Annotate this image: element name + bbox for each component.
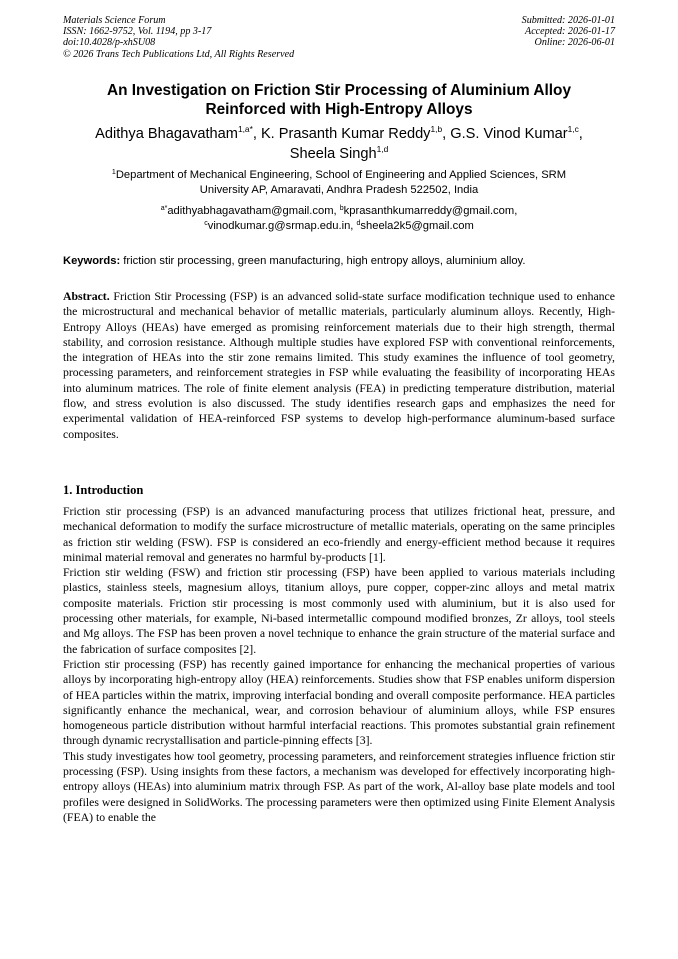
introduction-body <box>63 504 615 825</box>
affiliation-marker: 1 <box>111 169 116 176</box>
online-date: Online: 2026-06-01 <box>534 37 615 49</box>
email-c[interactable]: vinodkumar.g@srmap.edu.in, <box>207 219 357 232</box>
abstract-text: Friction Stir Processing (FSP) is an advanced solid-state surface modification technique used to enhance the microstructural and mechanical behavior of metallic materials, particularly aluminum alloys. Recently, High-Entropy Alloys (HEAs) have emerged as promising reinforcement materials due to their high strength, thermal stability, and corrosion resistance. Although multiple studies have explored FSP with conventional reinforcements, the integration of HEAs into the stir zone remains limited. This study examines the influence of tool geometry, processing parameters, and reinforcement strategies in FSP while evaluating the feasibility of incorporating HEAs into aluminum matrices. The role of finite element analysis (FEA) in predicting temperature distribution, material flow, and stress evolution is also discussed. The study identifies research gaps and emphasizes the need for experimental validation of HEA-reinforced FSP systems to develop high-performance aluminum-based surface composites. <box>63 290 615 441</box>
author-3-affil: 1,c <box>567 124 579 134</box>
author-list <box>40 124 638 164</box>
author-separator: , <box>578 126 583 142</box>
email-d-marker: d <box>356 219 361 227</box>
keywords <box>63 254 623 268</box>
authors-line-2 <box>40 144 638 164</box>
author-2-affil: 1,b <box>430 124 443 134</box>
journal-issn: ISSN: 1662-9752, Vol. 1194, pp 3-17 <box>63 26 212 38</box>
journal-info <box>63 15 294 60</box>
author-2-name: K. Prasanth Kumar Reddy <box>260 126 431 142</box>
author-separator: , <box>442 126 451 142</box>
submitted-date: Submitted: 2026-01-01 <box>521 15 615 26</box>
author-emails <box>40 204 638 233</box>
journal-copyright: © 2026 Trans Tech Publications Ltd, All Rights Reserved <box>63 48 295 60</box>
paragraph: This study investigates how tool geometry, processing parameters, and reinforcement strategies influence friction stir processing (FSP). Using insights from these factors, a mechanism was developed for effectively incorporating high-entropy alloys (HEAs) into aluminium matrix through FSP. As part of the work, Al-alloy base plate models and tool profiles were designed in SolidWorks. The processing parameters were then optimized using Finite Element Analysis (FEA) to enable the <box>63 749 615 824</box>
keywords-label: Keywords: <box>63 255 121 267</box>
journal-name: Materials Science Forum <box>63 15 166 26</box>
accepted-date: Accepted: 2026-01-17 <box>525 26 615 38</box>
email-a-marker: a* <box>160 205 168 212</box>
affiliation-line-2: University AP, Amaravati, Andhra Pradesh 522502, India <box>199 183 479 196</box>
abstract <box>63 289 615 442</box>
author-1-name: Adithya Bhagavatham <box>95 126 238 142</box>
email-a[interactable]: adithyabhagavatham@gmail.com, <box>167 205 340 217</box>
affiliation-text-1: Department of Mechanical Engineering, School of Engineering and Applied Sciences, SRM <box>115 169 567 181</box>
author-3-name: G.S. Vinod Kumar <box>450 126 568 142</box>
email-b-marker: b <box>339 205 344 212</box>
section-heading-introduction: 1. Introduction <box>63 483 144 497</box>
abstract-label: Abstract. <box>63 290 110 303</box>
affiliation <box>40 168 638 197</box>
email-b[interactable]: kprasanthkumarreddy@gmail.com, <box>343 205 518 217</box>
author-separator: , <box>252 126 261 142</box>
keywords-text: friction stir processing, green manufacturing, high entropy alloys, aluminium alloy. <box>120 255 526 267</box>
email-d[interactable]: sheela2k5@gmail.com <box>360 219 474 232</box>
paragraph: Friction stir processing (FSP) has recently gained importance for enhancing the mechanical properties of various alloys by incorporating high-entropy alloy (HEA) reinforcements. Studies show that FSP enables uniform dispersion of HEA particles within the matrix, improving interfacial bonding and overall composite performance. HEA particles significantly enhance the mechanical, wear, and corrosion behaviour of aluminium alloys, while FSP ensures homogeneous particle distribution without harmful interfacial reactions. This promotes substantial grain refinement through dynamic recrystallisation and particle-pinning effects [3]. <box>63 657 615 748</box>
paper-title <box>60 81 618 119</box>
authors-line-1 <box>40 124 638 144</box>
title-line-1: An Investigation on Friction Stir Processing of Aluminium Alloy <box>106 82 572 99</box>
author-4-name: Sheela Singh <box>289 146 377 162</box>
author-1-affil: 1,a* <box>237 124 253 134</box>
author-4-affil: 1,d <box>376 144 389 154</box>
affiliation-line-1 <box>40 168 638 183</box>
emails-line-1 <box>40 204 638 219</box>
email-c-marker: c <box>204 219 208 227</box>
paragraph: Friction stir processing (FSP) is an advanced manufacturing process that utilizes frictional heat, pressure, and mechanical deformation to modify the surface microstructure of metallic materials, operating on the same principles as friction stir welding (FSW). FSP is considered an eco-friendly and energy-efficient method because it requires minimal material removal and generates no harmful by-products [1]. <box>63 505 615 564</box>
publication-dates <box>522 15 615 49</box>
emails-line-2 <box>40 219 638 234</box>
journal-doi[interactable]: doi:10.4028/p-xhSU08 <box>63 37 156 49</box>
title-line-2: Reinforced with High-Entropy Alloys <box>205 101 473 118</box>
paragraph: Friction stir welding (FSW) and friction stir processing (FSP) have been applied to various materials including plastics, stainless steels, magnesium alloys, titanium alloys, pure copper, copper-zinc alloys and metal matrix composite materials. Friction stir processing is most commonly used with aluminium, but it is also used for processing other materials, for example, Ni-based intermetallic compound modified bronzes, Zr alloys, tool steels and Mg alloys. The FSP has been proven a novel technique to enhance the grain structure of the material surface and the fabrication of surface composites [2]. <box>63 566 615 656</box>
